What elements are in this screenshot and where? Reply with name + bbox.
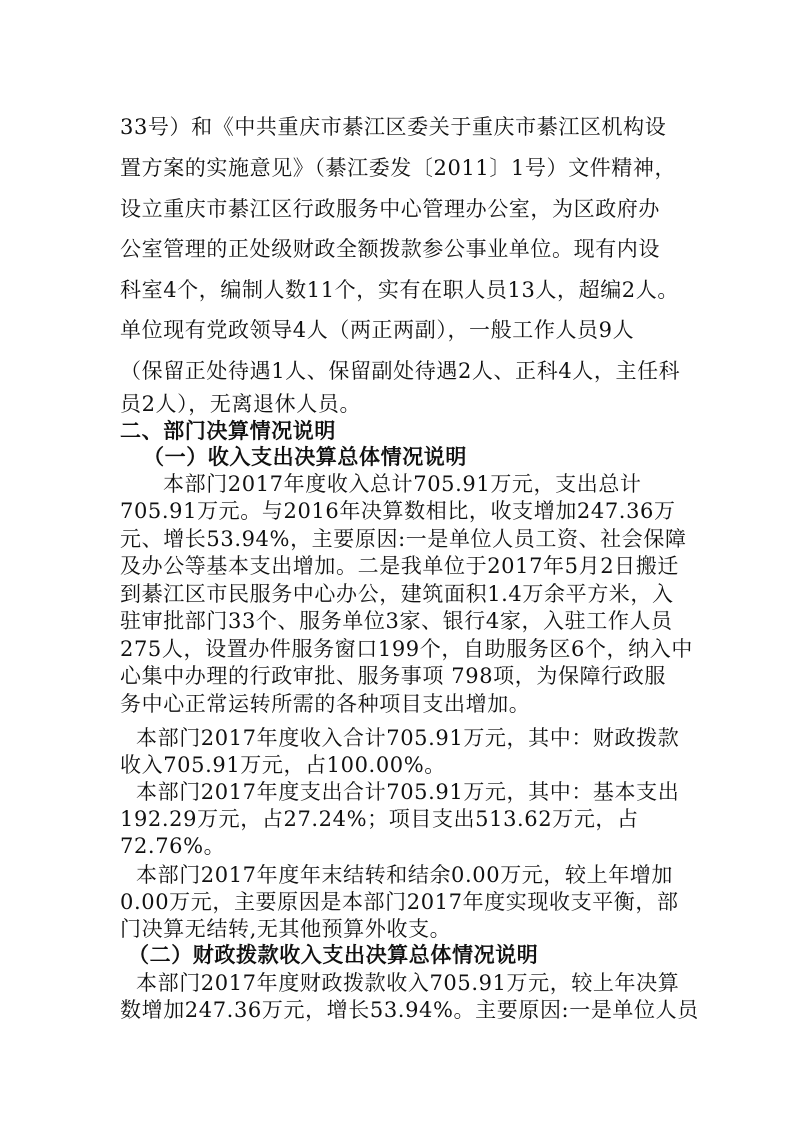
text-line: 员2人），无离退休人员。 [120, 392, 362, 416]
text-line: 本部门2017年度收入总计705.91万元，支出总计 [163, 472, 642, 496]
text-line: 务中心正常运转所需的各种项目支出增加。 [120, 692, 531, 716]
section-heading: 二、部门决算情况说明 [120, 418, 336, 443]
text-line: 本部门2017年度收入合计705.91万元，其中：财政拨款 [136, 726, 680, 750]
text-line: 本部门2017年度年末结转和结余0.00万元，较上年增加 [136, 863, 673, 887]
text-line: 驻审批部门33个、服务单位3家、银行4家，入驻工作人员 [120, 609, 673, 633]
text-line: 单位现有党政领导4人（两正两副），一般工作人员9人 [120, 318, 635, 342]
text-line: 数增加247.36万元，增长53.94%。主要原因:一是单位人员 [120, 998, 699, 1022]
text-line: 到綦江区市民服务中心办公，建筑面积1.4万余平方米，入 [120, 582, 674, 606]
text-line: 705.91万元。与2016年决算数相比，收支增加247.36万 [120, 499, 676, 523]
text-line: 收入705.91万元，占100.00%。 [120, 753, 446, 777]
text-line: （保留正处待遇1人、保留副处待遇2人、正科4人，主任科 [120, 359, 681, 383]
text-line: 72.76%。 [120, 834, 226, 858]
text-line: 心集中办理的行政审批、服务事项 798项，为保障行政服 [120, 664, 666, 688]
text-line: 33号）和《中共重庆市綦江区委关于重庆市綦江区机构设 [120, 115, 667, 139]
text-line: 及办公等基本支出增加。二是我单位于2017年5月2日搬迁 [120, 554, 679, 578]
text-line: 科室4个，编制人数11个，实有在职人员13人，超编2人。 [120, 278, 679, 302]
text-line: 设立重庆市綦江区行政服务中心管理办公室，为区政府办 [120, 197, 660, 221]
text-line: 置方案的实施意见》（綦江委发〔2011〕1号）文件精神， [120, 156, 677, 180]
text-line: 元、增长53.94%，主要原因:一是单位人员工资、社会保障 [120, 527, 687, 551]
text-line: 275人，设置办件服务窗口199个，自助服务区6个，纳入中 [120, 637, 693, 661]
subsection-heading: （二）财政拨款收入支出决算总体情况说明 [128, 942, 539, 967]
text-line: 本部门2017年度支出合计705.91万元，其中：基本支出 [136, 780, 680, 804]
text-line: 公室管理的正处级财政全额拨款参公事业单位。现有内设 [120, 237, 660, 261]
text-line: 门决算无结转,无其他预算外收支。 [120, 917, 452, 941]
text-line: 192.29万元，占27.24%；项目支出513.62万元，占 [120, 807, 639, 831]
subsection-heading: （一）收入支出决算总体情况说明 [143, 444, 467, 469]
text-line: 0.00万元，主要原因是本部门2017年度实现收支平衡，部 [120, 890, 679, 914]
text-line: 本部门2017年度财政拨款收入705.91万元，较上年决算 [136, 971, 680, 995]
